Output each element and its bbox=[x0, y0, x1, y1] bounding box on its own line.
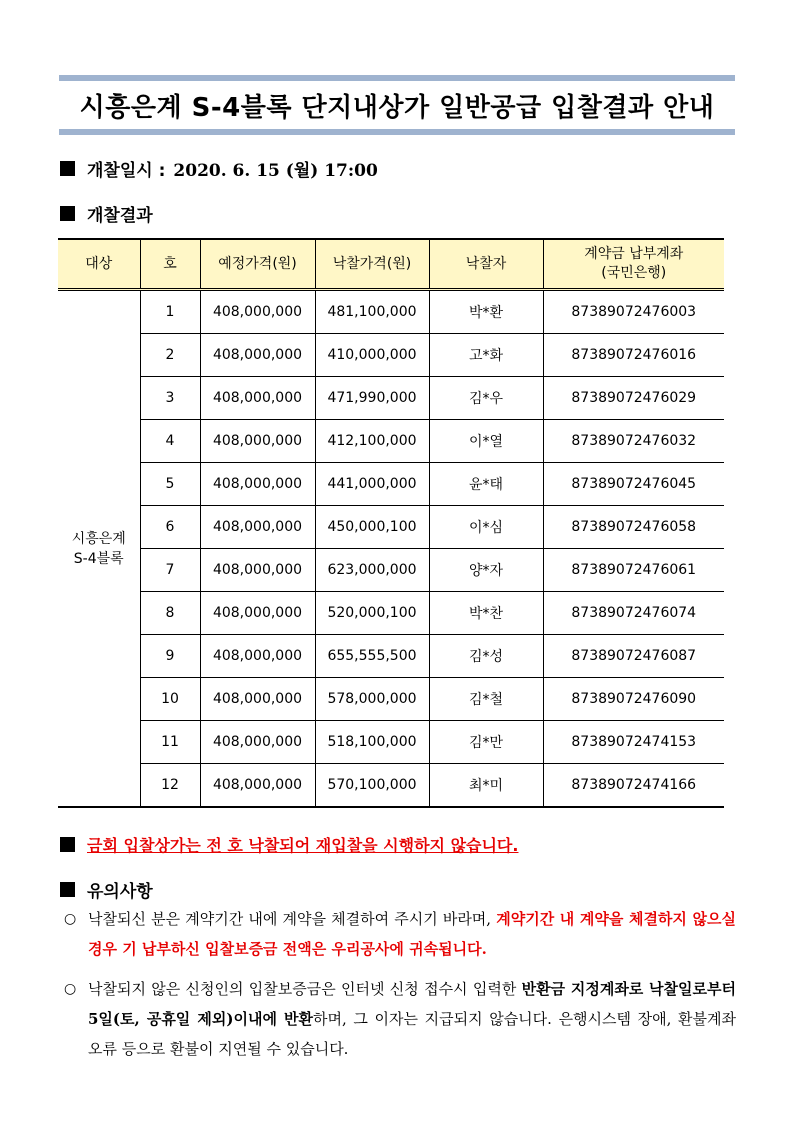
cautions-heading bbox=[60, 877, 153, 902]
table-row bbox=[58, 506, 724, 549]
table-row bbox=[58, 463, 724, 506]
unit-cell: 6 bbox=[140, 506, 200, 549]
square-bullet-icon bbox=[60, 882, 75, 897]
estimated-price-cell: 408,000,000 bbox=[200, 463, 315, 506]
square-bullet-icon bbox=[60, 837, 75, 852]
winning-price-cell: 412,100,000 bbox=[315, 420, 429, 463]
winning-price-cell: 410,000,000 bbox=[315, 334, 429, 377]
winner-cell: 이*열 bbox=[429, 420, 543, 463]
caution-item-1: ○ 낙찰되신 분은 계약기간 내에 계약을 체결하여 주시기 바라며, 계약기간 내 계약을 체결하지 않으실 경우 기 납부하신 입찰보증금 전액은 우리공사에 귀속됩니다. bbox=[64, 904, 736, 964]
table-row bbox=[58, 592, 724, 635]
rebid-notice-text: 금회 입찰상가는 전 호 낙찰되어 재입찰을 시행하지 않습니다. bbox=[87, 836, 519, 855]
estimated-price-cell: 408,000,000 bbox=[200, 506, 315, 549]
table-row bbox=[58, 721, 724, 764]
circle-bullet-icon: ○ bbox=[64, 981, 77, 997]
header-estimated-price: 예정가격(원) bbox=[200, 239, 315, 290]
table-row bbox=[58, 377, 724, 420]
cautions-title: 유의사항 bbox=[87, 882, 153, 902]
table-header-row bbox=[58, 239, 724, 290]
account-cell: 87389072476087 bbox=[543, 635, 724, 678]
title-banner bbox=[59, 75, 735, 135]
winner-cell: 고*화 bbox=[429, 334, 543, 377]
winner-cell: 이*심 bbox=[429, 506, 543, 549]
account-cell: 87389072476003 bbox=[543, 290, 724, 334]
winning-price-cell: 655,555,500 bbox=[315, 635, 429, 678]
estimated-price-cell: 408,000,000 bbox=[200, 678, 315, 721]
table-body bbox=[58, 290, 724, 808]
circle-bullet-icon: ○ bbox=[64, 911, 77, 927]
estimated-price-cell: 408,000,000 bbox=[200, 764, 315, 808]
winner-cell: 김*만 bbox=[429, 721, 543, 764]
header-winning-price: 낙찰가격(원) bbox=[315, 239, 429, 290]
unit-cell: 5 bbox=[140, 463, 200, 506]
unit-cell: 9 bbox=[140, 635, 200, 678]
unit-cell: 12 bbox=[140, 764, 200, 808]
winner-cell: 김*우 bbox=[429, 377, 543, 420]
unit-cell: 10 bbox=[140, 678, 200, 721]
account-cell: 87389072476029 bbox=[543, 377, 724, 420]
winning-price-cell: 471,990,000 bbox=[315, 377, 429, 420]
table-row bbox=[58, 334, 724, 377]
unit-cell: 8 bbox=[140, 592, 200, 635]
bid-result-table bbox=[58, 238, 724, 808]
account-cell: 87389072476016 bbox=[543, 334, 724, 377]
estimated-price-cell: 408,000,000 bbox=[200, 377, 315, 420]
unit-cell: 2 bbox=[140, 334, 200, 377]
table-row bbox=[58, 549, 724, 592]
estimated-price-cell: 408,000,000 bbox=[200, 721, 315, 764]
estimated-price-cell: 408,000,000 bbox=[200, 635, 315, 678]
table-row bbox=[58, 290, 724, 334]
header-unit: 호 bbox=[140, 239, 200, 290]
table-row bbox=[58, 764, 724, 808]
account-cell: 87389072474166 bbox=[543, 764, 724, 808]
winning-price-cell: 481,100,000 bbox=[315, 290, 429, 334]
result-section-label: 개찰결과 bbox=[87, 206, 153, 226]
winning-price-cell: 623,000,000 bbox=[315, 549, 429, 592]
caution-1-emphasis: 계약기간 내 계약을 체결하지 않으실 경우 기 납부하신 입찰보증금 전액은 우리공사에 귀속됩니다. bbox=[88, 910, 736, 958]
opening-datetime bbox=[60, 156, 378, 181]
target-cell: 시흥은계 S-4블록 bbox=[58, 290, 140, 808]
header-deposit-account: 계약금 납부계좌 (국민은행) bbox=[543, 239, 724, 290]
estimated-price-cell: 408,000,000 bbox=[200, 420, 315, 463]
table-row bbox=[58, 635, 724, 678]
account-cell: 87389072476061 bbox=[543, 549, 724, 592]
estimated-price-cell: 408,000,000 bbox=[200, 334, 315, 377]
winning-price-cell: 450,000,100 bbox=[315, 506, 429, 549]
account-cell: 87389072476074 bbox=[543, 592, 724, 635]
square-bullet-icon bbox=[60, 161, 75, 176]
square-bullet-icon bbox=[60, 206, 75, 221]
winning-price-cell: 441,000,000 bbox=[315, 463, 429, 506]
caution-item-2: ○ 낙찰되지 않은 신청인의 입찰보증금은 인터넷 신청 접수시 입력한 반환금 지정계좌로 낙찰일로부터 5일(토, 공휴일 제외)이내에 반환하며, 그 이자는 지급되지 않습니다. 은행시스템 장애, 환불계좌 오류 등으로 환불이 지연될 수 있습니다. bbox=[64, 974, 736, 1064]
table-row bbox=[58, 420, 724, 463]
opening-label: 개찰일시 : bbox=[87, 161, 166, 181]
winning-price-cell: 518,100,000 bbox=[315, 721, 429, 764]
estimated-price-cell: 408,000,000 bbox=[200, 549, 315, 592]
winner-cell: 최*미 bbox=[429, 764, 543, 808]
result-section-heading bbox=[60, 201, 153, 226]
account-cell: 87389072476045 bbox=[543, 463, 724, 506]
winning-price-cell: 520,000,100 bbox=[315, 592, 429, 635]
unit-cell: 7 bbox=[140, 549, 200, 592]
estimated-price-cell: 408,000,000 bbox=[200, 290, 315, 334]
account-cell: 87389072476058 bbox=[543, 506, 724, 549]
opening-value: 2020. 6. 15 (월) 17:00 bbox=[173, 161, 378, 181]
winner-cell: 박*환 bbox=[429, 290, 543, 334]
unit-cell: 11 bbox=[140, 721, 200, 764]
winning-price-cell: 570,100,000 bbox=[315, 764, 429, 808]
winning-price-cell: 578,000,000 bbox=[315, 678, 429, 721]
rebid-notice bbox=[60, 833, 518, 856]
account-cell: 87389072476090 bbox=[543, 678, 724, 721]
header-target: 대상 bbox=[58, 239, 140, 290]
table-row bbox=[58, 678, 724, 721]
caution-2-emphasis: 반환금 지정계좌로 낙찰일로부터 5일(토, 공휴일 제외)이내에 반환 bbox=[88, 980, 736, 1028]
winner-cell: 김*성 bbox=[429, 635, 543, 678]
account-cell: 87389072476032 bbox=[543, 420, 724, 463]
page-title: 시흥은계 S-4블록 단지내상가 일반공급 입찰결과 안내 bbox=[79, 92, 715, 123]
header-winner: 낙찰자 bbox=[429, 239, 543, 290]
account-cell: 87389072474153 bbox=[543, 721, 724, 764]
unit-cell: 3 bbox=[140, 377, 200, 420]
winner-cell: 윤*태 bbox=[429, 463, 543, 506]
winner-cell: 양*자 bbox=[429, 549, 543, 592]
unit-cell: 1 bbox=[140, 290, 200, 334]
winner-cell: 김*철 bbox=[429, 678, 543, 721]
estimated-price-cell: 408,000,000 bbox=[200, 592, 315, 635]
unit-cell: 4 bbox=[140, 420, 200, 463]
winner-cell: 박*찬 bbox=[429, 592, 543, 635]
